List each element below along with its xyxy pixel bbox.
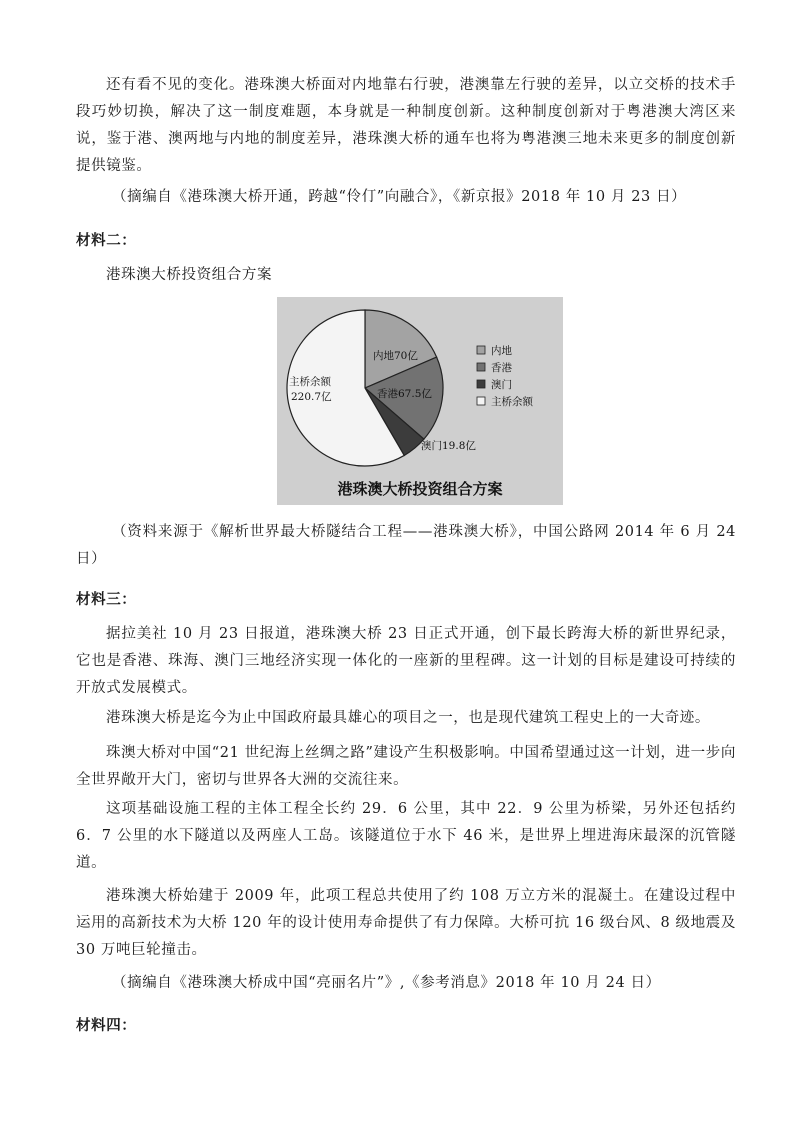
legend-label-3: 澳门 [491, 379, 512, 391]
slice-label-main-bridge: 主桥余额 [289, 376, 331, 388]
pie-chart [277, 297, 563, 505]
heading-material-2: 材料二： [76, 232, 137, 249]
paragraph-1: 还有看不见的变化。港珠澳大桥面对内地靠右行驶，港澳靠左行驶的差异，以立交桥的技术手段巧妙切换，解决了这一制度难题，本身就是一种制度创新。这种制度创新对于粤港澳大湾区来说，鉴于港、澳两地与内地的制度差异，港珠澳大桥的通车也将为粤港澳三地未来更多的制度创新提供镜鉴。 [76, 77, 736, 174]
paragraph-3b: 港珠澳大桥是迄今为止中国政府最具雄心的项目之一，也是现代建筑工程史上的一大奇迹。 [106, 710, 710, 726]
source-citation-2: （资料来源于《解析世界最大桥隧结合工程——港珠澳大桥》，中国公路网 2014 年 6 月 24 日） [76, 524, 736, 567]
legend-label-1: 内地 [491, 345, 512, 357]
heading-material-3: 材料三： [76, 591, 137, 608]
legend-label-2: 香港 [491, 362, 512, 374]
source-citation-3: （摘编自《港珠澳大桥成中国“亮丽名片”》,《参考消息》2018 年 10 月 24 日） [112, 975, 661, 991]
legend-swatch-3 [477, 380, 485, 388]
pie-chart-figure [277, 297, 563, 505]
paragraph-3e: 港珠澳大桥始建于 2009 年，此项工程总共使用了约 108 万立方米的混凝土。在建设过程中运用的高新技术为大桥 120 年的设计使用寿命提供了有力保障。大桥可抗 16 级台风、8 级地震及 30 万吨巨轮撞击。 [76, 888, 736, 958]
paragraph-3d: 这项基础设施工程的主体工程全长约 29．6 公里，其中 22．9 公里为桥梁，另外还包括约 6．7 公里的水下隧道以及两座人工岛。该隧道位于水下 46 米，是世界上埋进海床最深的沉管隧道。 [76, 801, 736, 871]
slice-label-hongkong: 香港67.5亿 [377, 388, 432, 400]
legend-swatch-1 [477, 346, 485, 354]
paragraph-3c: 珠澳大桥对中国“21 世纪海上丝绸之路”建设产生积极影响。中国希望通过这一计划，进一步向全世界敞开大门，密切与世界各大洲的交流往来。 [76, 745, 736, 788]
heading-material-4: 材料四： [76, 1017, 137, 1034]
slice-label-main-bridge-value: 220.7亿 [291, 391, 332, 403]
legend-label-4: 主桥余额 [491, 396, 533, 408]
paragraph-3a: 据拉美社 10 月 23 日报道，港珠澳大桥 23 日正式开通，创下最长跨海大桥的新世界纪录，它也是香港、珠海、澳门三地经济实现一体化的一座新的里程碑。这一计划的目标是建设可持续的开放式发展模式。 [76, 626, 736, 696]
slice-label-macau: 澳门19.8亿 [421, 440, 476, 452]
chart-caption: 港珠澳大桥投资组合方案 [337, 480, 503, 498]
source-citation-1: （摘编自《港珠澳大桥开通，跨越“伶仃”向融合》，《新京报》2018 年 10 月 23 日） [112, 189, 687, 205]
slice-label-mainland: 内地70亿 [373, 350, 418, 362]
legend-swatch-2 [477, 363, 485, 371]
legend-swatch-4 [477, 397, 485, 405]
figure-title: 港珠澳大桥投资组合方案 [106, 267, 273, 283]
